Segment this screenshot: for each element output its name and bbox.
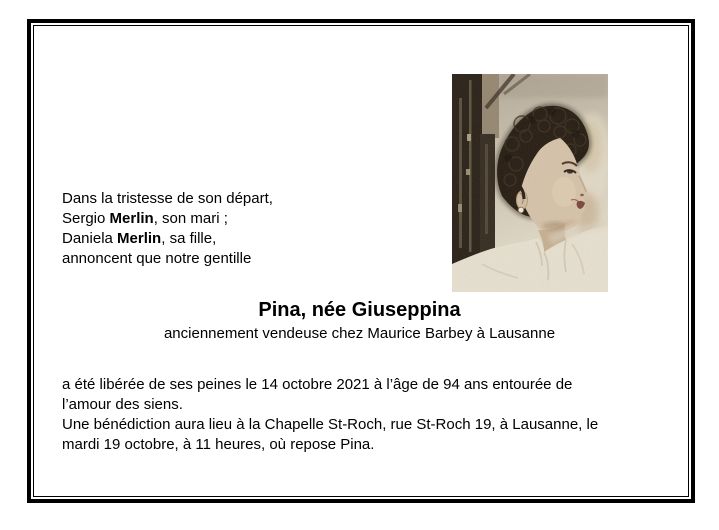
text-segment: , sa fille, <box>161 230 217 247</box>
text-segment: Sergio <box>62 210 110 227</box>
ceremony-details <box>62 375 598 455</box>
portrait-photo <box>452 74 608 292</box>
deceased-role: anciennement vendeuse chez Maurice Barbey à Lausanne <box>163 325 556 342</box>
text-line: Une bénédiction aura lieu à la Chapelle St-Roch, rue St-Roch 19, à Lausanne, le <box>62 416 599 433</box>
portrait-photo-illustration <box>452 74 608 292</box>
text-segment: Dans la tristesse de son départ, <box>62 190 273 207</box>
family-announcement <box>62 189 273 269</box>
deceased-name-block <box>37 298 682 344</box>
text-line <box>62 189 273 209</box>
text-line: a été libérée de ses peines le 14 octobre 2021 à l’âge de 94 ans entourée de <box>62 376 573 393</box>
text-line: l’amour des siens. <box>62 396 183 413</box>
photo-grain-overlay <box>452 74 608 292</box>
text-line: mardi 19 octobre, à 11 heures, où repose Pina. <box>62 436 375 453</box>
deceased-name: Pina, née Giuseppina <box>258 299 461 321</box>
family-name-bold: Merlin <box>109 210 154 227</box>
text-line <box>62 229 273 249</box>
text-segment: , son mari ; <box>153 210 228 227</box>
text-line <box>62 249 273 269</box>
family-name-bold: Merlin <box>117 230 162 247</box>
text-segment: annoncent que notre gentille <box>62 250 252 267</box>
text-line <box>62 209 273 229</box>
text-segment: Daniela <box>62 230 118 247</box>
